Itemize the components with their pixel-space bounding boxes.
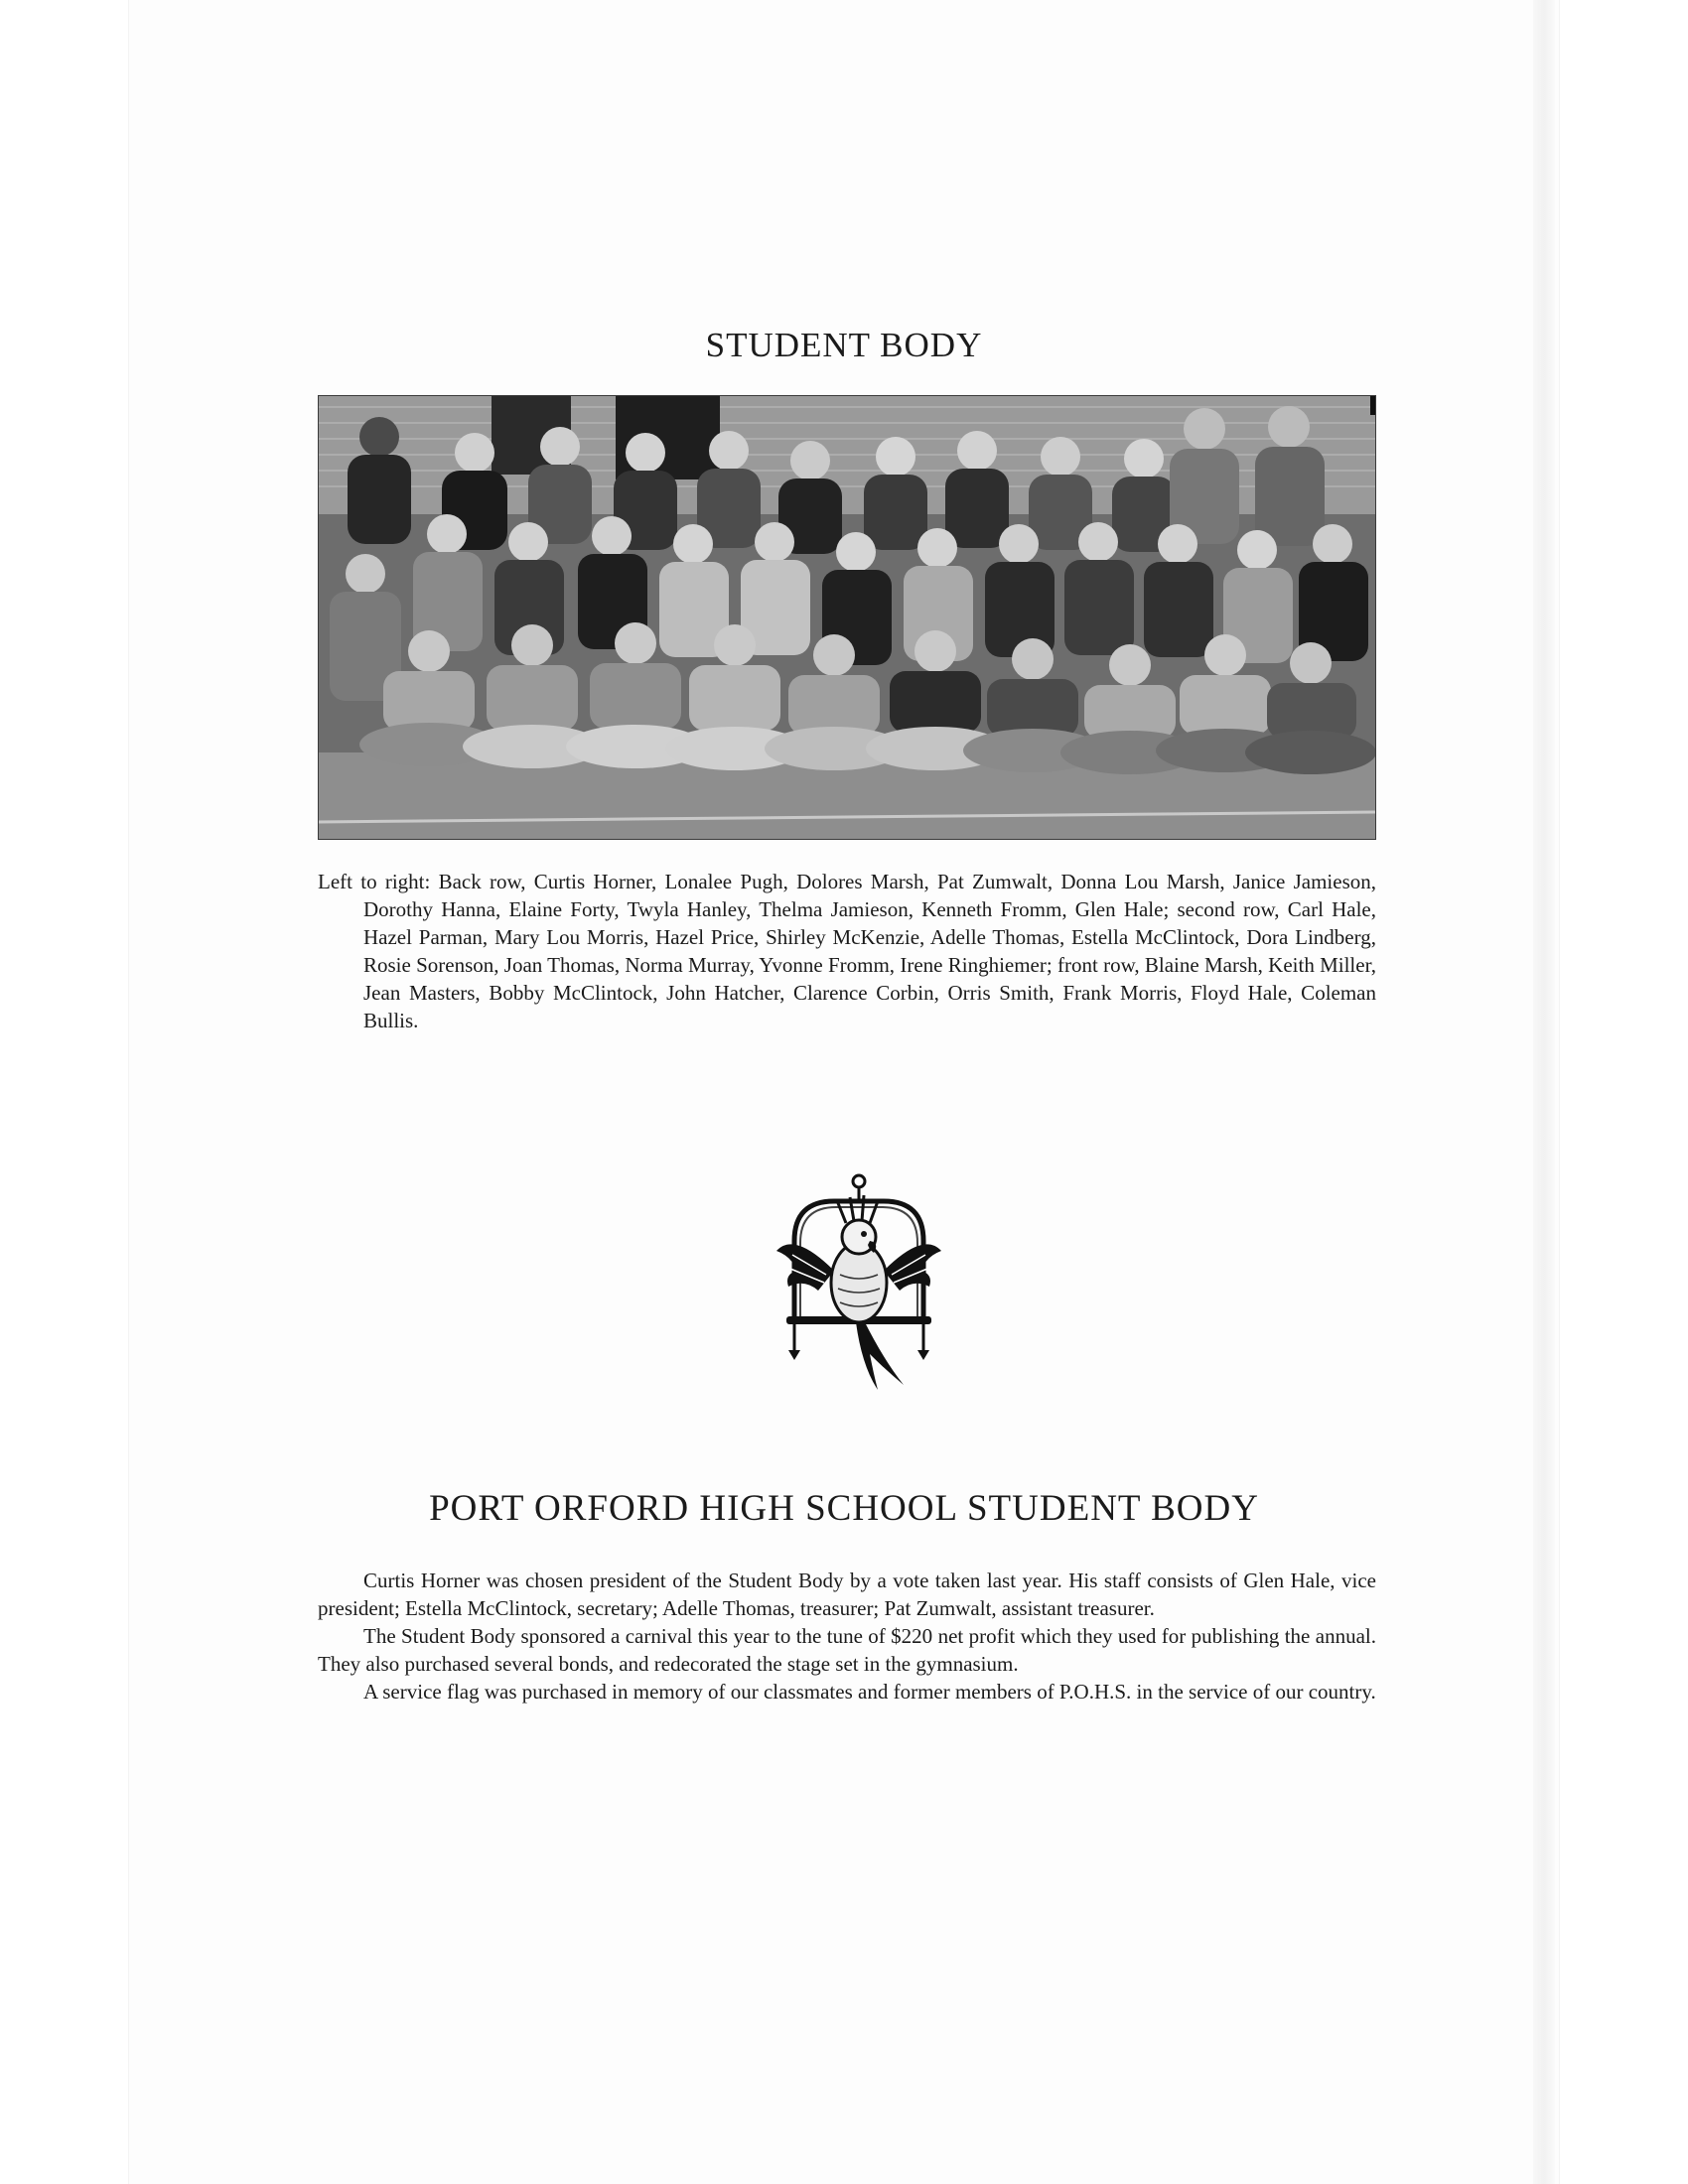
article-paragraph: A service flag was purchased in memory of our classmates and former members of P.O.H.S. in the service of our country. bbox=[363, 1680, 1376, 1704]
parrot-on-perch-icon bbox=[774, 1171, 943, 1395]
article-body bbox=[318, 1567, 1376, 1706]
photo-illustration bbox=[318, 395, 1376, 840]
article-paragraph: The Student Body sponsored a carnival this year to the tune of $220 net profit which they used for publishing the annual. They also purchased several bonds, and redecorated the stage set in the gymnasium. bbox=[318, 1624, 1376, 1676]
article-title: PORT ORFORD HIGH SCHOOL STUDENT BODY bbox=[429, 1488, 1259, 1529]
article-paragraph: Curtis Horner was chosen president of the Student Body by a vote taken last year. His staff consists of Glen Hale, vice president; Estella McClintock, secretary; Adelle Thomas, treasurer; Pat Zumwalt, assistant treasurer. bbox=[318, 1569, 1376, 1620]
section-title: STUDENT BODY bbox=[705, 326, 983, 364]
student-body-photo bbox=[318, 395, 1376, 840]
photo-caption: Left to right: Back row, Curtis Horner, Lonalee Pugh, Dolores Marsh, Pat Zumwalt, Donna Lou Marsh, Janice Jamieson, Dorothy Hanna, Elaine Forty, Twyla Hanley, Thelma Jamieson, Kenneth Fromm, Glen Hale; second row, Carl Hale, Hazel Parman, Mary Lou Morris, Hazel Price, Shirley McKenzie, Adelle Thomas, Estella McClintock, Dora Lindberg, Rosie Sorenson, Joan Thomas, Norma Murray, Yvonne Fromm, Irene Ringhiemer; front row, Blaine Marsh, Keith Miller, Jean Masters, Bobby McClintock, John Hatcher, Clarence Corbin, Orris Smith, Frank Morris, Floyd Hale, Coleman Bullis. bbox=[318, 870, 1376, 1032]
